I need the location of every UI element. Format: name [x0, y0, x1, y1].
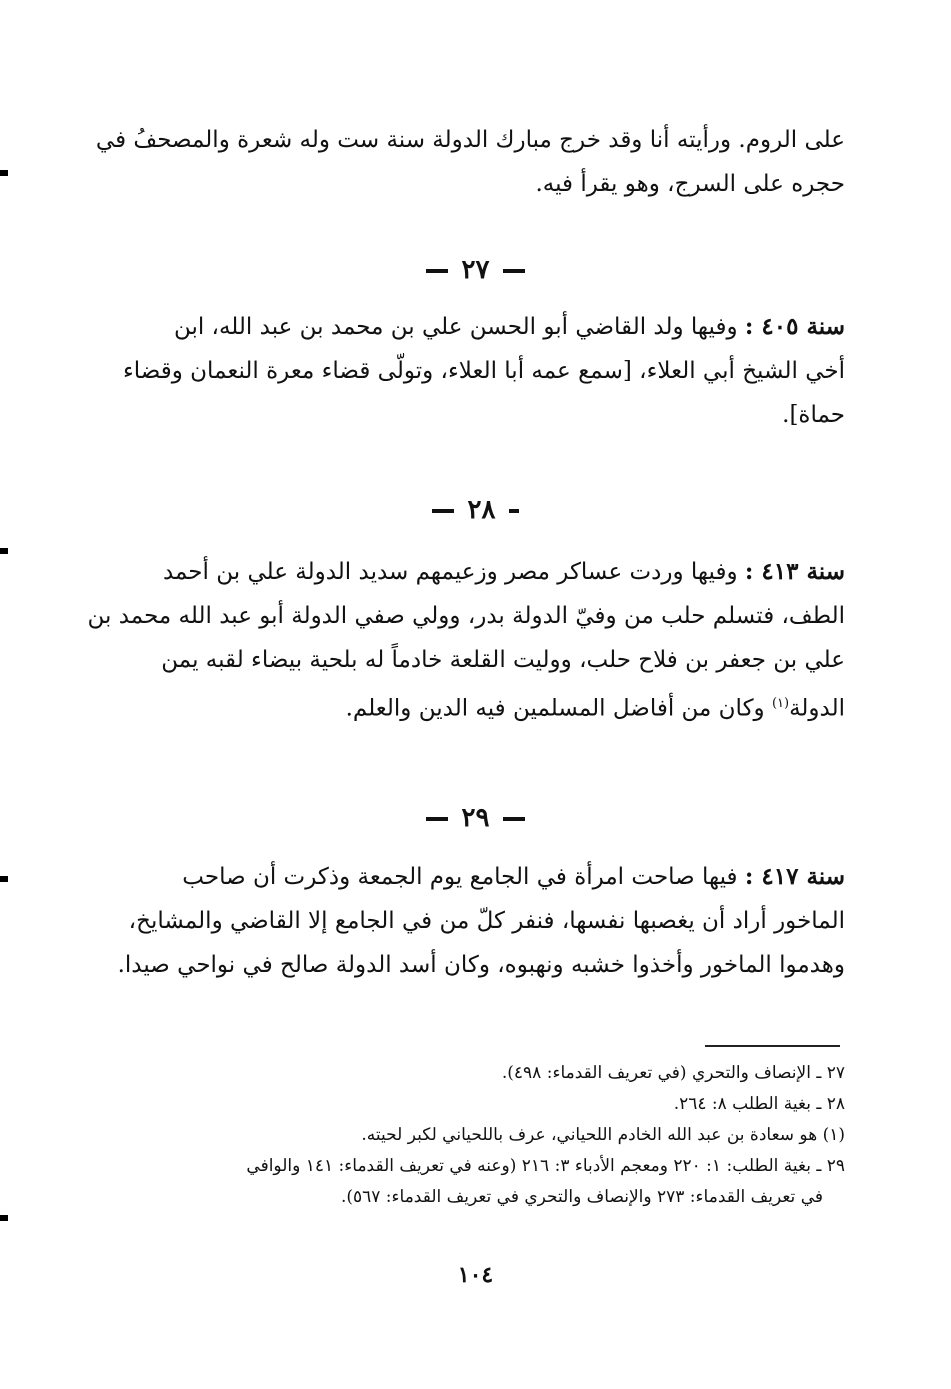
- text-line: حماة].: [782, 402, 845, 428]
- footnote: ٢٩ ـ بغية الطلب: ١: ٢٢٠ ومعجم الأدباء ٣: ٢١٦ (وعنه في تعريف القدماء: ١٤١ والوافي: [246, 1156, 845, 1176]
- scan-edge-mark: [0, 170, 8, 176]
- text-line: وهدموا الماخور وأخذوا خشبه ونهبوه، وكان أسد الدولة صالح في نواحي صيدا.: [117, 952, 845, 978]
- text-line: [115, 305, 845, 349]
- entry-heading-29: [0, 803, 951, 833]
- entry-number: ٢٩: [461, 803, 490, 833]
- footnote: ٢٧ ـ الإنصاف والتحري (في تعريف القدماء: ٤٩٨).: [501, 1063, 845, 1083]
- text-line: [115, 550, 845, 594]
- heading-dash: [426, 817, 448, 821]
- entry-heading-28: [0, 495, 951, 525]
- line-text: فيها صاحت امرأة في الجامع يوم الجمعة وذكرت أن صاحب: [182, 864, 738, 890]
- entry-number: ٢٨: [467, 495, 496, 525]
- text-line: حجره على السرج، وهو يقرأ فيه.: [535, 171, 845, 197]
- entry-27-text: [115, 305, 845, 437]
- heading-dash: [509, 509, 519, 513]
- entry-28-text: [87, 550, 845, 731]
- heading-dash: [503, 817, 525, 821]
- line-text: وفيها وردت عساكر مصر وزعيمهم سديد الدولة علي بن أحمد: [162, 559, 738, 585]
- year-label: سنة ٤٠٥ :: [744, 313, 845, 340]
- footnote: ٢٨ ـ بغية الطلب ٨: ٢٦٤.: [673, 1094, 845, 1114]
- footnote-marker: (١): [771, 696, 790, 711]
- scan-edge-mark: [0, 876, 8, 882]
- continuation-paragraph: [95, 118, 845, 206]
- scan-edge-mark: [0, 1215, 8, 1221]
- text-line: [115, 682, 845, 731]
- footnotes: [110, 1058, 845, 1213]
- text-line: أخي الشيخ أبي العلاء، [سمع عمه أبا العلاء، وتولّى قضاء معرة النعمان وقضاء: [122, 358, 845, 384]
- text-line: علي بن جعفر بن فلاح حلب، ووليت القلعة خادماً له بلحية بيضاء لقبه يمن: [161, 647, 845, 673]
- line-text: الدولة: [789, 695, 845, 722]
- page-number: ١٠٤: [457, 1262, 494, 1288]
- text-line: الطف، فتسلم حلب من وفيّ الدولة بدر، وولي صفي الدولة أبو عبد الله محمد بن: [87, 603, 845, 629]
- line-text: وكان من أفاضل المسلمين فيه الدين والعلم.: [345, 695, 765, 722]
- heading-dash: [426, 269, 448, 273]
- text-line: [115, 855, 845, 899]
- scan-edge-mark: [0, 548, 8, 554]
- entry-29-text: [115, 855, 845, 987]
- text-line: الماخور أراد أن يغصبها نفسها، فنفر كلّ من في الجامع إلا القاضي والمشايخ،: [128, 908, 845, 934]
- line-text: وفيها ولد القاضي أبو الحسن علي بن محمد بن عبد الله، ابن: [173, 314, 738, 340]
- heading-dash: [503, 269, 525, 273]
- footnote-divider: [705, 1045, 840, 1047]
- year-label: سنة ٤١٣ :: [744, 558, 845, 585]
- footnote: في تعريف القدماء: ٢٧٣ والإنصاف والتحري في تعريف القدماء: ٥٦٧).: [340, 1187, 823, 1207]
- entry-number: ٢٧: [461, 255, 490, 285]
- text-line: على الروم. ورأيته أنا وقد خرج مبارك الدولة سنة ست وله شعرة والمصحفُ في: [95, 127, 845, 153]
- entry-heading-27: [0, 255, 951, 285]
- footnote: (١) هو سعادة بن عبد الله الخادم اللحياني، عرف باللحياني لكبر لحيته.: [361, 1125, 845, 1145]
- heading-dash: [432, 509, 454, 513]
- year-label: سنة ٤١٧ :: [744, 863, 845, 890]
